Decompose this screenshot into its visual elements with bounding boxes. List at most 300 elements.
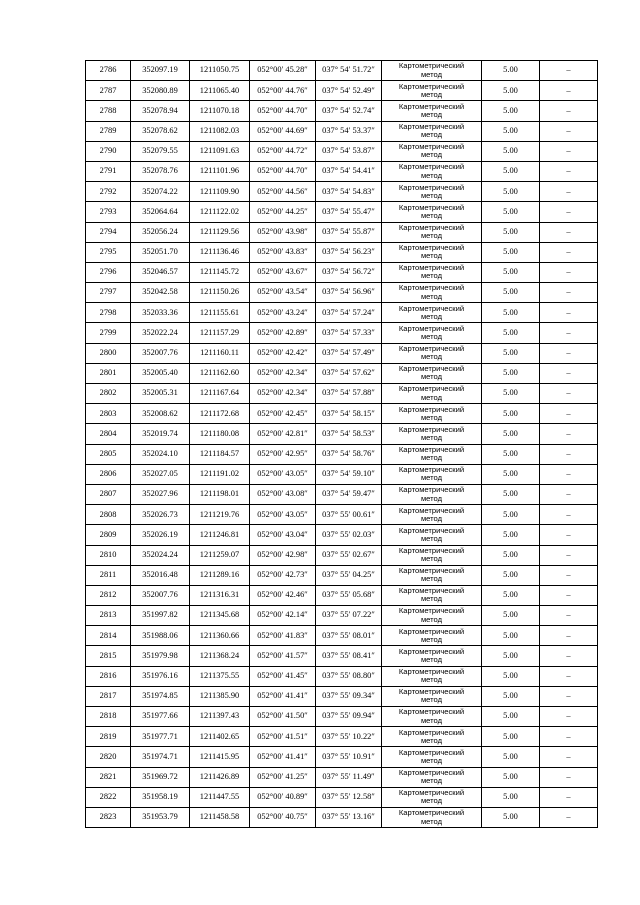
method-cell: [382, 747, 482, 767]
coord-y-cell: 1211109.90: [190, 182, 250, 202]
coord-y-cell: 1211219.76: [190, 505, 250, 525]
point-number-cell: 2794: [86, 222, 131, 242]
description-cell: –: [540, 707, 598, 727]
table-row: [86, 807, 598, 827]
method-line2: метод: [420, 69, 443, 79]
description-cell: –: [540, 121, 598, 141]
longitude-cell: 037° 54′ 57.49″: [316, 343, 382, 363]
method-line1: Картометрический: [398, 142, 465, 152]
coord-x-cell: 351974.85: [131, 686, 190, 706]
method-line2: метод: [420, 816, 443, 826]
coord-y-cell: 1211160.11: [190, 343, 250, 363]
latitude-cell: 052°00′ 44.70″: [250, 101, 316, 121]
accuracy-cell: 5.00: [482, 626, 540, 646]
latitude-cell: 052°00′ 43.67″: [250, 262, 316, 282]
longitude-cell: 037° 55′ 02.03″: [316, 525, 382, 545]
method-line2: метод: [420, 372, 443, 382]
description-cell: –: [540, 505, 598, 525]
accuracy-cell: 5.00: [482, 262, 540, 282]
longitude-cell: 037° 54′ 59.47″: [316, 484, 382, 504]
point-number-cell: 2807: [86, 484, 131, 504]
latitude-cell: 052°00′ 41.41″: [250, 686, 316, 706]
method-cell: [382, 707, 482, 727]
method-cell: [382, 222, 482, 242]
point-number-cell: 2816: [86, 666, 131, 686]
point-number-cell: 2805: [86, 444, 131, 464]
accuracy-cell: 5.00: [482, 384, 540, 404]
coord-y-cell: 1211091.63: [190, 141, 250, 161]
point-number-cell: 2814: [86, 626, 131, 646]
point-number-cell: 2790: [86, 141, 131, 161]
method-line2: метод: [420, 453, 443, 463]
longitude-cell: 037° 54′ 54.41″: [316, 161, 382, 181]
method-cell: [382, 505, 482, 525]
method-line2: метод: [420, 614, 443, 624]
longitude-cell: 037° 54′ 56.23″: [316, 242, 382, 262]
description-cell: –: [540, 101, 598, 121]
longitude-cell: 037° 55′ 09.34″: [316, 686, 382, 706]
method-line2: метод: [420, 89, 443, 99]
coord-y-cell: 1211345.68: [190, 606, 250, 626]
accuracy-cell: 5.00: [482, 646, 540, 666]
point-number-cell: 2815: [86, 646, 131, 666]
description-cell: –: [540, 182, 598, 202]
description-cell: –: [540, 384, 598, 404]
coord-y-cell: 1211360.66: [190, 626, 250, 646]
point-number-cell: 2804: [86, 424, 131, 444]
method-line1: Картометрический: [398, 646, 465, 656]
method-cell: [382, 242, 482, 262]
coord-y-cell: 1211368.24: [190, 646, 250, 666]
table-row: [86, 303, 598, 323]
coord-y-cell: 1211082.03: [190, 121, 250, 141]
method-line1: Картометрический: [398, 747, 465, 757]
longitude-cell: 037° 54′ 57.62″: [316, 363, 382, 383]
table-row: [86, 161, 598, 181]
coord-x-cell: 352080.89: [131, 81, 190, 101]
coord-x-cell: 351977.71: [131, 727, 190, 747]
accuracy-cell: 5.00: [482, 121, 540, 141]
table-row: [86, 404, 598, 424]
method-cell: [382, 182, 482, 202]
longitude-cell: 037° 54′ 58.76″: [316, 444, 382, 464]
coord-x-cell: 351953.79: [131, 807, 190, 827]
latitude-cell: 052°00′ 43.24″: [250, 303, 316, 323]
coord-y-cell: 1211167.64: [190, 384, 250, 404]
table-row: [86, 686, 598, 706]
latitude-cell: 052°00′ 44.70″: [250, 161, 316, 181]
accuracy-cell: 5.00: [482, 161, 540, 181]
longitude-cell: 037° 54′ 52.49″: [316, 81, 382, 101]
table-row: [86, 323, 598, 343]
method-line2: метод: [420, 352, 443, 362]
latitude-cell: 052°00′ 42.34″: [250, 363, 316, 383]
method-line2: метод: [420, 170, 443, 180]
point-number-cell: 2809: [86, 525, 131, 545]
method-cell: [382, 666, 482, 686]
coord-y-cell: 1211129.56: [190, 222, 250, 242]
point-number-cell: 2800: [86, 343, 131, 363]
description-cell: –: [540, 283, 598, 303]
method-line2: метод: [420, 776, 443, 786]
method-cell: [382, 565, 482, 585]
description-cell: –: [540, 727, 598, 747]
point-number-cell: 2821: [86, 767, 131, 787]
latitude-cell: 052°00′ 41.51″: [250, 727, 316, 747]
accuracy-cell: 5.00: [482, 202, 540, 222]
method-line1: Картометрический: [398, 404, 465, 414]
longitude-cell: 037° 54′ 52.74″: [316, 101, 382, 121]
method-line2: метод: [420, 695, 443, 705]
coord-y-cell: 1211447.55: [190, 787, 250, 807]
method-line2: метод: [420, 130, 443, 140]
table-row: [86, 343, 598, 363]
coord-x-cell: 351977.66: [131, 707, 190, 727]
coord-x-cell: 352078.62: [131, 121, 190, 141]
coord-x-cell: 351979.98: [131, 646, 190, 666]
table-row: [86, 585, 598, 605]
method-line2: метод: [420, 715, 443, 725]
description-cell: –: [540, 686, 598, 706]
longitude-cell: 037° 55′ 12.58″: [316, 787, 382, 807]
point-number-cell: 2811: [86, 565, 131, 585]
accuracy-cell: 5.00: [482, 727, 540, 747]
longitude-cell: 037° 55′ 08.41″: [316, 646, 382, 666]
method-cell: [382, 807, 482, 827]
method-line1: Картометрический: [398, 545, 465, 555]
longitude-cell: 037° 54′ 56.72″: [316, 262, 382, 282]
method-line2: метод: [420, 634, 443, 644]
latitude-cell: 052°00′ 42.98″: [250, 545, 316, 565]
table-row: [86, 646, 598, 666]
table-row: [86, 484, 598, 504]
longitude-cell: 037° 54′ 57.24″: [316, 303, 382, 323]
coord-x-cell: 352074.22: [131, 182, 190, 202]
method-line1: Картометрический: [398, 263, 465, 273]
point-number-cell: 2796: [86, 262, 131, 282]
coord-y-cell: 1211070.18: [190, 101, 250, 121]
coord-y-cell: 1211289.16: [190, 565, 250, 585]
coord-y-cell: 1211316.31: [190, 585, 250, 605]
table-row: [86, 222, 598, 242]
accuracy-cell: 5.00: [482, 525, 540, 545]
method-line1: Картометрический: [398, 182, 465, 192]
coord-x-cell: 352019.74: [131, 424, 190, 444]
point-number-cell: 2803: [86, 404, 131, 424]
latitude-cell: 052°00′ 43.04″: [250, 525, 316, 545]
method-line1: Картометрический: [398, 444, 465, 454]
method-line1: Картометрический: [398, 243, 465, 253]
method-line1: Картометрический: [398, 525, 465, 535]
coord-y-cell: 1211415.95: [190, 747, 250, 767]
method-cell: [382, 585, 482, 605]
coord-x-cell: 352079.55: [131, 141, 190, 161]
coord-x-cell: 352033.36: [131, 303, 190, 323]
method-cell: [382, 101, 482, 121]
latitude-cell: 052°00′ 44.72″: [250, 141, 316, 161]
accuracy-cell: 5.00: [482, 666, 540, 686]
description-cell: –: [540, 424, 598, 444]
coord-x-cell: 352051.70: [131, 242, 190, 262]
method-line1: Картометрический: [398, 384, 465, 394]
method-line1: Картометрический: [398, 303, 465, 313]
method-cell: [382, 161, 482, 181]
method-cell: [382, 484, 482, 504]
latitude-cell: 052°00′ 43.05″: [250, 464, 316, 484]
coord-x-cell: 352016.48: [131, 565, 190, 585]
latitude-cell: 052°00′ 41.57″: [250, 646, 316, 666]
table-row: [86, 545, 598, 565]
latitude-cell: 052°00′ 42.95″: [250, 444, 316, 464]
point-number-cell: 2812: [86, 585, 131, 605]
method-cell: [382, 61, 482, 81]
description-cell: –: [540, 202, 598, 222]
longitude-cell: 037° 54′ 53.87″: [316, 141, 382, 161]
table-row: [86, 727, 598, 747]
accuracy-cell: 5.00: [482, 444, 540, 464]
method-cell: [382, 343, 482, 363]
coord-x-cell: 352026.19: [131, 525, 190, 545]
method-line1: Картометрический: [398, 101, 465, 111]
coord-x-cell: 352022.24: [131, 323, 190, 343]
coord-x-cell: 352056.24: [131, 222, 190, 242]
accuracy-cell: 5.00: [482, 565, 540, 585]
method-line2: метод: [420, 513, 443, 523]
accuracy-cell: 5.00: [482, 807, 540, 827]
method-cell: [382, 424, 482, 444]
coord-x-cell: 352097.19: [131, 61, 190, 81]
method-line2: метод: [420, 675, 443, 685]
method-line1: Картометрический: [398, 767, 465, 777]
table-row: [86, 666, 598, 686]
longitude-cell: 037° 54′ 59.10″: [316, 464, 382, 484]
point-number-cell: 2791: [86, 161, 131, 181]
latitude-cell: 052°00′ 43.83″: [250, 242, 316, 262]
method-line2: метод: [420, 231, 443, 241]
coord-y-cell: 1211402.65: [190, 727, 250, 747]
method-line2: метод: [420, 554, 443, 564]
method-line2: метод: [420, 735, 443, 745]
coord-x-cell: 352064.64: [131, 202, 190, 222]
coord-x-cell: 352026.73: [131, 505, 190, 525]
table-row: [86, 363, 598, 383]
latitude-cell: 052°00′ 42.45″: [250, 404, 316, 424]
coord-y-cell: 1211157.29: [190, 323, 250, 343]
longitude-cell: 037° 55′ 13.16″: [316, 807, 382, 827]
description-cell: –: [540, 747, 598, 767]
method-cell: [382, 545, 482, 565]
coord-y-cell: 1211162.60: [190, 363, 250, 383]
description-cell: –: [540, 222, 598, 242]
point-number-cell: 2820: [86, 747, 131, 767]
accuracy-cell: 5.00: [482, 585, 540, 605]
method-line1: Картометрический: [398, 61, 465, 71]
coord-x-cell: 352027.96: [131, 484, 190, 504]
latitude-cell: 052°00′ 41.50″: [250, 707, 316, 727]
description-cell: –: [540, 807, 598, 827]
point-number-cell: 2806: [86, 464, 131, 484]
method-line1: Картометрический: [398, 626, 465, 636]
method-line2: метод: [420, 392, 443, 402]
latitude-cell: 052°00′ 42.89″: [250, 323, 316, 343]
accuracy-cell: 5.00: [482, 182, 540, 202]
coord-x-cell: 352027.05: [131, 464, 190, 484]
point-number-cell: 2802: [86, 384, 131, 404]
accuracy-cell: 5.00: [482, 242, 540, 262]
latitude-cell: 052°00′ 44.76″: [250, 81, 316, 101]
coord-y-cell: 1211426.89: [190, 767, 250, 787]
method-line2: метод: [420, 190, 443, 200]
accuracy-cell: 5.00: [482, 404, 540, 424]
latitude-cell: 052°00′ 45.28″: [250, 61, 316, 81]
coord-y-cell: 1211172.68: [190, 404, 250, 424]
method-line1: Картометрический: [398, 202, 465, 212]
table-row: [86, 787, 598, 807]
method-cell: [382, 686, 482, 706]
coord-y-cell: 1211385.90: [190, 686, 250, 706]
table-row: [86, 565, 598, 585]
longitude-cell: 037° 55′ 02.67″: [316, 545, 382, 565]
point-number-cell: 2817: [86, 686, 131, 706]
method-line2: метод: [420, 271, 443, 281]
method-line2: метод: [420, 533, 443, 543]
point-number-cell: 2799: [86, 323, 131, 343]
table-row: [86, 747, 598, 767]
point-number-cell: 2819: [86, 727, 131, 747]
coord-y-cell: 1211458.58: [190, 807, 250, 827]
method-cell: [382, 606, 482, 626]
point-number-cell: 2797: [86, 283, 131, 303]
point-number-cell: 2793: [86, 202, 131, 222]
table-row: [86, 202, 598, 222]
method-line2: метод: [420, 432, 443, 442]
method-cell: [382, 323, 482, 343]
coord-y-cell: 1211050.75: [190, 61, 250, 81]
latitude-cell: 052°00′ 41.83″: [250, 626, 316, 646]
description-cell: –: [540, 565, 598, 585]
table-row: [86, 242, 598, 262]
coord-y-cell: 1211180.08: [190, 424, 250, 444]
coord-y-cell: 1211122.02: [190, 202, 250, 222]
point-number-cell: 2792: [86, 182, 131, 202]
latitude-cell: 052°00′ 42.73″: [250, 565, 316, 585]
latitude-cell: 052°00′ 42.14″: [250, 606, 316, 626]
coord-y-cell: 1211191.02: [190, 464, 250, 484]
description-cell: –: [540, 646, 598, 666]
point-number-cell: 2823: [86, 807, 131, 827]
latitude-cell: 052°00′ 42.46″: [250, 585, 316, 605]
accuracy-cell: 5.00: [482, 464, 540, 484]
coord-x-cell: 351958.19: [131, 787, 190, 807]
method-cell: [382, 767, 482, 787]
method-line2: метод: [420, 251, 443, 261]
coord-x-cell: 351969.72: [131, 767, 190, 787]
description-cell: –: [540, 666, 598, 686]
point-number-cell: 2786: [86, 61, 131, 81]
method-line1: Картометрический: [398, 364, 465, 374]
method-cell: [382, 384, 482, 404]
description-cell: –: [540, 626, 598, 646]
coord-y-cell: 1211246.81: [190, 525, 250, 545]
coord-x-cell: 352046.57: [131, 262, 190, 282]
method-line1: Картометрический: [398, 505, 465, 515]
coord-y-cell: 1211065.40: [190, 81, 250, 101]
accuracy-cell: 5.00: [482, 747, 540, 767]
method-line1: Картометрический: [398, 788, 465, 798]
coord-y-cell: 1211198.01: [190, 484, 250, 504]
accuracy-cell: 5.00: [482, 787, 540, 807]
latitude-cell: 052°00′ 40.89″: [250, 787, 316, 807]
point-number-cell: 2822: [86, 787, 131, 807]
longitude-cell: 037° 55′ 07.22″: [316, 606, 382, 626]
table-row: [86, 141, 598, 161]
longitude-cell: 037° 55′ 10.22″: [316, 727, 382, 747]
description-cell: –: [540, 141, 598, 161]
coord-y-cell: 1211375.55: [190, 666, 250, 686]
table-row: [86, 464, 598, 484]
longitude-cell: 037° 54′ 53.37″: [316, 121, 382, 141]
accuracy-cell: 5.00: [482, 545, 540, 565]
latitude-cell: 052°00′ 42.34″: [250, 384, 316, 404]
table-row: [86, 61, 598, 81]
accuracy-cell: 5.00: [482, 303, 540, 323]
accuracy-cell: 5.00: [482, 707, 540, 727]
method-line2: метод: [420, 150, 443, 160]
description-cell: –: [540, 343, 598, 363]
coord-x-cell: 351976.16: [131, 666, 190, 686]
method-line2: метод: [420, 574, 443, 584]
coord-x-cell: 351974.71: [131, 747, 190, 767]
description-cell: –: [540, 61, 598, 81]
longitude-cell: 037° 54′ 56.96″: [316, 283, 382, 303]
description-cell: –: [540, 484, 598, 504]
latitude-cell: 052°00′ 43.05″: [250, 505, 316, 525]
coord-y-cell: 1211150.26: [190, 283, 250, 303]
description-cell: –: [540, 303, 598, 323]
description-cell: –: [540, 404, 598, 424]
description-cell: –: [540, 161, 598, 181]
description-cell: –: [540, 606, 598, 626]
method-cell: [382, 283, 482, 303]
coord-x-cell: 352007.76: [131, 585, 190, 605]
coord-y-cell: 1211184.57: [190, 444, 250, 464]
point-number-cell: 2801: [86, 363, 131, 383]
method-line2: метод: [420, 473, 443, 483]
table-row: [86, 262, 598, 282]
coord-x-cell: 352024.10: [131, 444, 190, 464]
description-cell: –: [540, 767, 598, 787]
method-cell: [382, 646, 482, 666]
table-row: [86, 626, 598, 646]
coord-x-cell: 352024.24: [131, 545, 190, 565]
point-number-cell: 2813: [86, 606, 131, 626]
accuracy-cell: 5.00: [482, 61, 540, 81]
coord-y-cell: 1211155.61: [190, 303, 250, 323]
longitude-cell: 037° 55′ 10.91″: [316, 747, 382, 767]
latitude-cell: 052°00′ 44.25″: [250, 202, 316, 222]
longitude-cell: 037° 55′ 09.94″: [316, 707, 382, 727]
table-row: [86, 424, 598, 444]
point-number-cell: 2789: [86, 121, 131, 141]
longitude-cell: 037° 54′ 57.88″: [316, 384, 382, 404]
method-line2: метод: [420, 412, 443, 422]
method-cell: [382, 141, 482, 161]
longitude-cell: 037° 55′ 04.25″: [316, 565, 382, 585]
method-line1: Картометрический: [398, 566, 465, 576]
coord-y-cell: 1211397.43: [190, 707, 250, 727]
method-line2: метод: [420, 291, 443, 301]
method-line2: метод: [420, 493, 443, 503]
